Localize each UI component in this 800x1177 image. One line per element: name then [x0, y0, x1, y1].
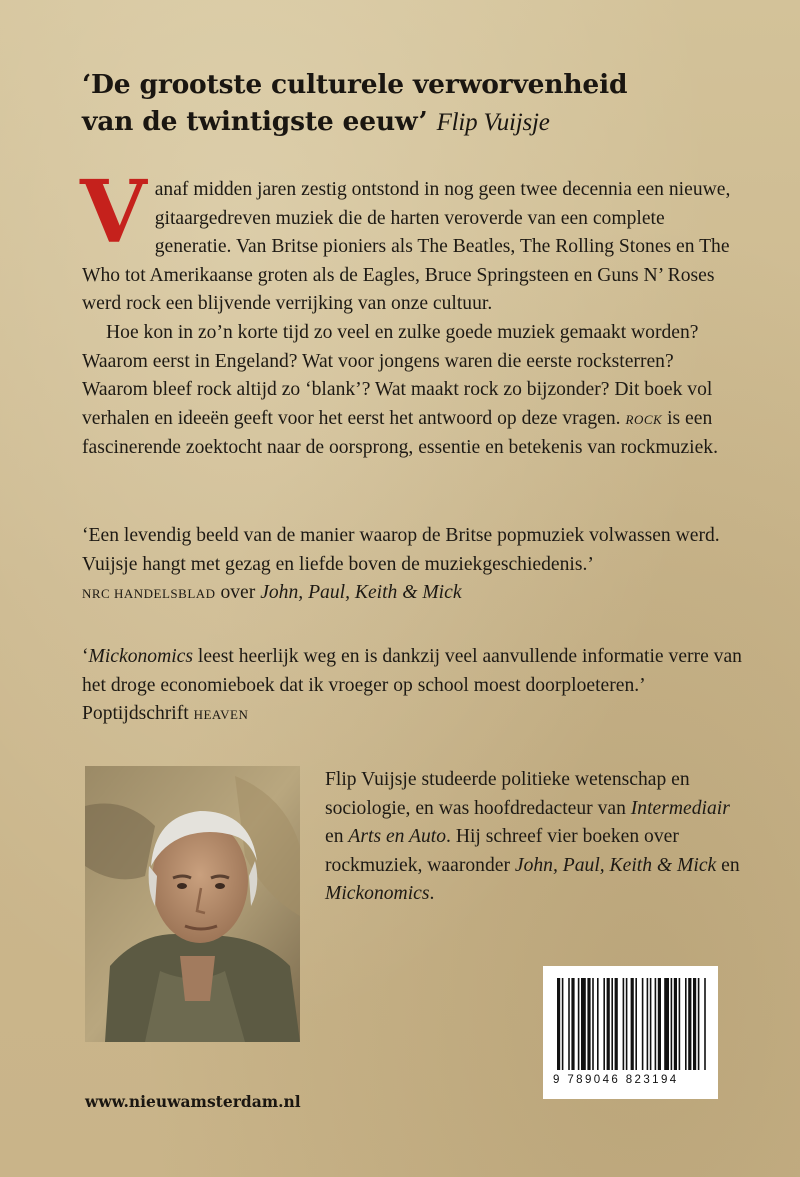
author-bio: [325, 766, 745, 909]
barcode-bar: [631, 978, 634, 1070]
bio-and-2: en: [721, 854, 740, 876]
barcode-bar: [698, 978, 700, 1070]
barcode-bars: [543, 966, 718, 1074]
author-photo: [85, 766, 300, 1042]
quote-2-source-prefix: Poptijdschrift: [82, 703, 189, 725]
bio-magazine-2: Arts en Auto: [348, 826, 447, 848]
barcode-bar: [626, 978, 628, 1070]
bio-and-1: en: [325, 826, 344, 848]
intro-paragraph-1-text: anaf midden jaren zestig ontstond in nog geen twee decennia een nieuwe, gitaargedreven muziek die de harten veroverde van een complete generatie. Van Britse pioniers als The Beatles, The Rolling Stones en The Who tot Amerikaanse groten als de Eagles, Bruce Springsteen en Guns N’ Roses werd rock een blijvende verrijking van onze cultuur.: [82, 179, 731, 315]
barcode-bar: [597, 978, 599, 1070]
barcode-bar: [571, 978, 574, 1070]
barcode-bar: [647, 978, 649, 1070]
barcode-bar: [679, 978, 681, 1070]
barcode-bar: [655, 978, 657, 1070]
barcode-bar: [557, 978, 560, 1070]
drop-cap: V: [80, 162, 147, 263]
barcode-bar: [704, 978, 706, 1070]
headline-line-1: ‘De grootste culturele verworvenheid: [82, 69, 628, 100]
publisher-website: www.nieuwamsterdam.nl: [85, 1092, 301, 1111]
headline-author: Flip Vuijsje: [436, 109, 550, 136]
intro-paragraph-1: [80, 162, 742, 319]
barcode-bar: [581, 978, 586, 1070]
bio-end: .: [429, 883, 435, 905]
press-quote-nrc: [82, 522, 742, 609]
barcode-bar: [587, 978, 590, 1070]
barcode-bar: [611, 978, 613, 1070]
barcode-bar: [607, 978, 610, 1070]
barcode-bar: [658, 978, 661, 1070]
barcode-bar: [688, 978, 691, 1070]
barcode-bar: [562, 978, 564, 1070]
barcode-bar: [615, 978, 618, 1070]
barcode-bar: [592, 978, 594, 1070]
barcode-bar: [650, 978, 652, 1070]
bio-magazine-1: Intermediair: [630, 797, 730, 819]
quote-1-over: over: [220, 582, 256, 604]
intro-paragraph-2-start: Hoe kon in zo’n korte tijd zo veel en zulke goede muziek gemaakt worden? Waarom eerst in Engeland? Wat voor jongens waren die eerste rocksterren? Waarom bleef rock altijd zo ‘blank’? Wat maakt rock zo bijzonder? Dit boek vol verhalen en ideeën geeft voor het eerst het antwoord op deze vragen.: [82, 321, 713, 429]
quote-1-book: John, Paul, Keith & Mick: [260, 582, 462, 604]
barcode-bar: [693, 978, 696, 1070]
quote-2-text: leest heerlijk weg en is dankzij veel aanvullende informatie verre van het droge economieboek dat ik vroeger op school moest doorploeteren.’: [82, 646, 742, 696]
intro-text: [80, 162, 742, 463]
quote-2-book: Mickonomics: [88, 646, 193, 667]
headline-quote: [82, 66, 742, 141]
headline-line-2-text: van de twintigste eeuw’: [82, 106, 428, 137]
intro-paragraph-2-end: is een fascinerende zoektocht naar de oorsprong, essentie en betekenis van rockmuziek.: [82, 407, 718, 459]
quote-1-attribution: [82, 579, 742, 609]
isbn-barcode: [543, 966, 718, 1099]
quote-1-text: ‘Een levendig beeld van de manier waarop de Britse popmuziek volwassen werd. Vuijsje hangt met gezag en liefde boven de muziekgeschiedenis.’: [82, 525, 720, 575]
author-portrait-image: [85, 766, 300, 1042]
barcode-bar: [635, 978, 637, 1070]
barcode-bar: [568, 978, 570, 1070]
quote-2-source: HEAVEN: [193, 707, 249, 723]
bio-book-1: John, Paul, Keith & Mick: [514, 854, 717, 876]
barcode-bar: [578, 978, 580, 1070]
barcode-bar: [674, 978, 677, 1070]
barcode-bar: [642, 978, 644, 1070]
headline-line-2: [82, 103, 742, 141]
intro-paragraph-2: [82, 319, 742, 463]
bio-book-2: Mickonomics: [325, 883, 430, 905]
barcode-bar: [623, 978, 625, 1070]
quote-2-open: ‘: [82, 646, 89, 667]
press-quote-heaven: [82, 643, 742, 730]
barcode-bar: [603, 978, 605, 1070]
bio-text-1: Flip Vuijsje studeerde politieke wetenschap en sociologie, en was hoofdredacteur van: [325, 769, 690, 819]
barcode-bar: [685, 978, 687, 1070]
barcode-bar: [664, 978, 669, 1070]
isbn-number: 9 789046 823194: [553, 1074, 679, 1086]
bio-text-2: . Hij schreef vier boeken over rockmuziek, waaronder: [325, 826, 679, 876]
book-title-rock: ROCK: [625, 411, 663, 427]
barcode-bar: [671, 978, 673, 1070]
quote-1-source: NRC HANDELSBLAD: [82, 586, 216, 602]
